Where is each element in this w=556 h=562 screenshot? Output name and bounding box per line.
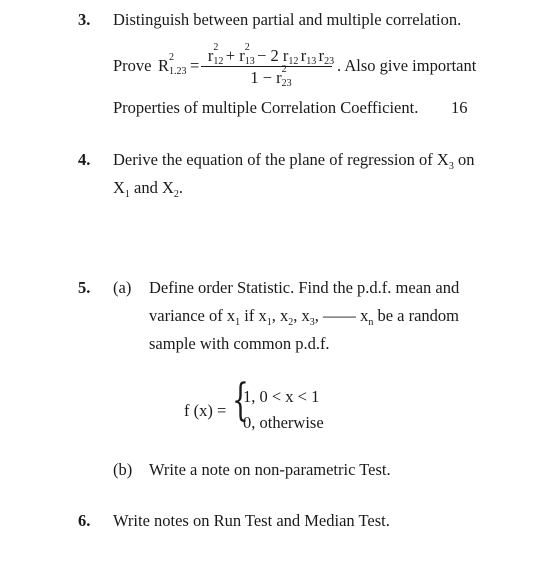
question-3-line-3: Properties of multiple Correlation Coefficient. — [113, 98, 419, 117]
question-4-line-1: Derive the equation of the plane of regression of $X_3$ on — [113, 150, 475, 172]
equals-sign: = — [190, 56, 200, 75]
pdf-function-lhs: f (x) = — [184, 401, 227, 420]
question-4-line-2: $X_1$ and $X_2$. — [113, 178, 184, 200]
question-3-prove-label: Prove — [113, 56, 152, 75]
question-5a-line-3: sample with common p.d.f. — [149, 334, 330, 353]
question-5a-line-2: variance of $x_1$ if $x_1$, $x_2$, $x_3$, —— $x_n$ be a random — [149, 306, 460, 328]
question-3-number: 3. — [78, 10, 91, 29]
question-6-text: Write notes on Run Test and Median Test. — [113, 511, 390, 530]
multiple-correlation-symbol: R 2 1.23 — [158, 52, 187, 77]
correlation-formula-fraction — [199, 42, 335, 90]
question-6-number: 6. — [78, 511, 91, 530]
question-4-number: 4. — [78, 150, 91, 169]
question-5-number: 5. — [78, 278, 91, 297]
question-5a-label: (a) — [113, 278, 132, 297]
question-3-also-text: . Also give important — [337, 56, 477, 75]
question-5a-line-1: Define order Statistic. Find the p.d.f. mean and — [149, 278, 460, 297]
pdf-case-2: 0, otherwise — [243, 413, 324, 432]
cases-brace: { — [232, 375, 249, 426]
fraction-bar — [201, 66, 332, 67]
formula-numerator: r 2 12 + r 2 13 − 2 r 12 r 13 r 23 — [207, 42, 335, 67]
formula-denominator: 1 − r 2 23 — [250, 64, 292, 89]
question-5b-text: Write a note on non-parametric Test. — [149, 460, 391, 479]
question-5b-label: (b) — [113, 460, 133, 479]
question-3-line-1: Distinguish between partial and multiple correlation. — [113, 10, 462, 29]
question-3-marks: 16 — [451, 98, 468, 117]
pdf-case-1: 1, 0 < x < 1 — [243, 387, 320, 406]
